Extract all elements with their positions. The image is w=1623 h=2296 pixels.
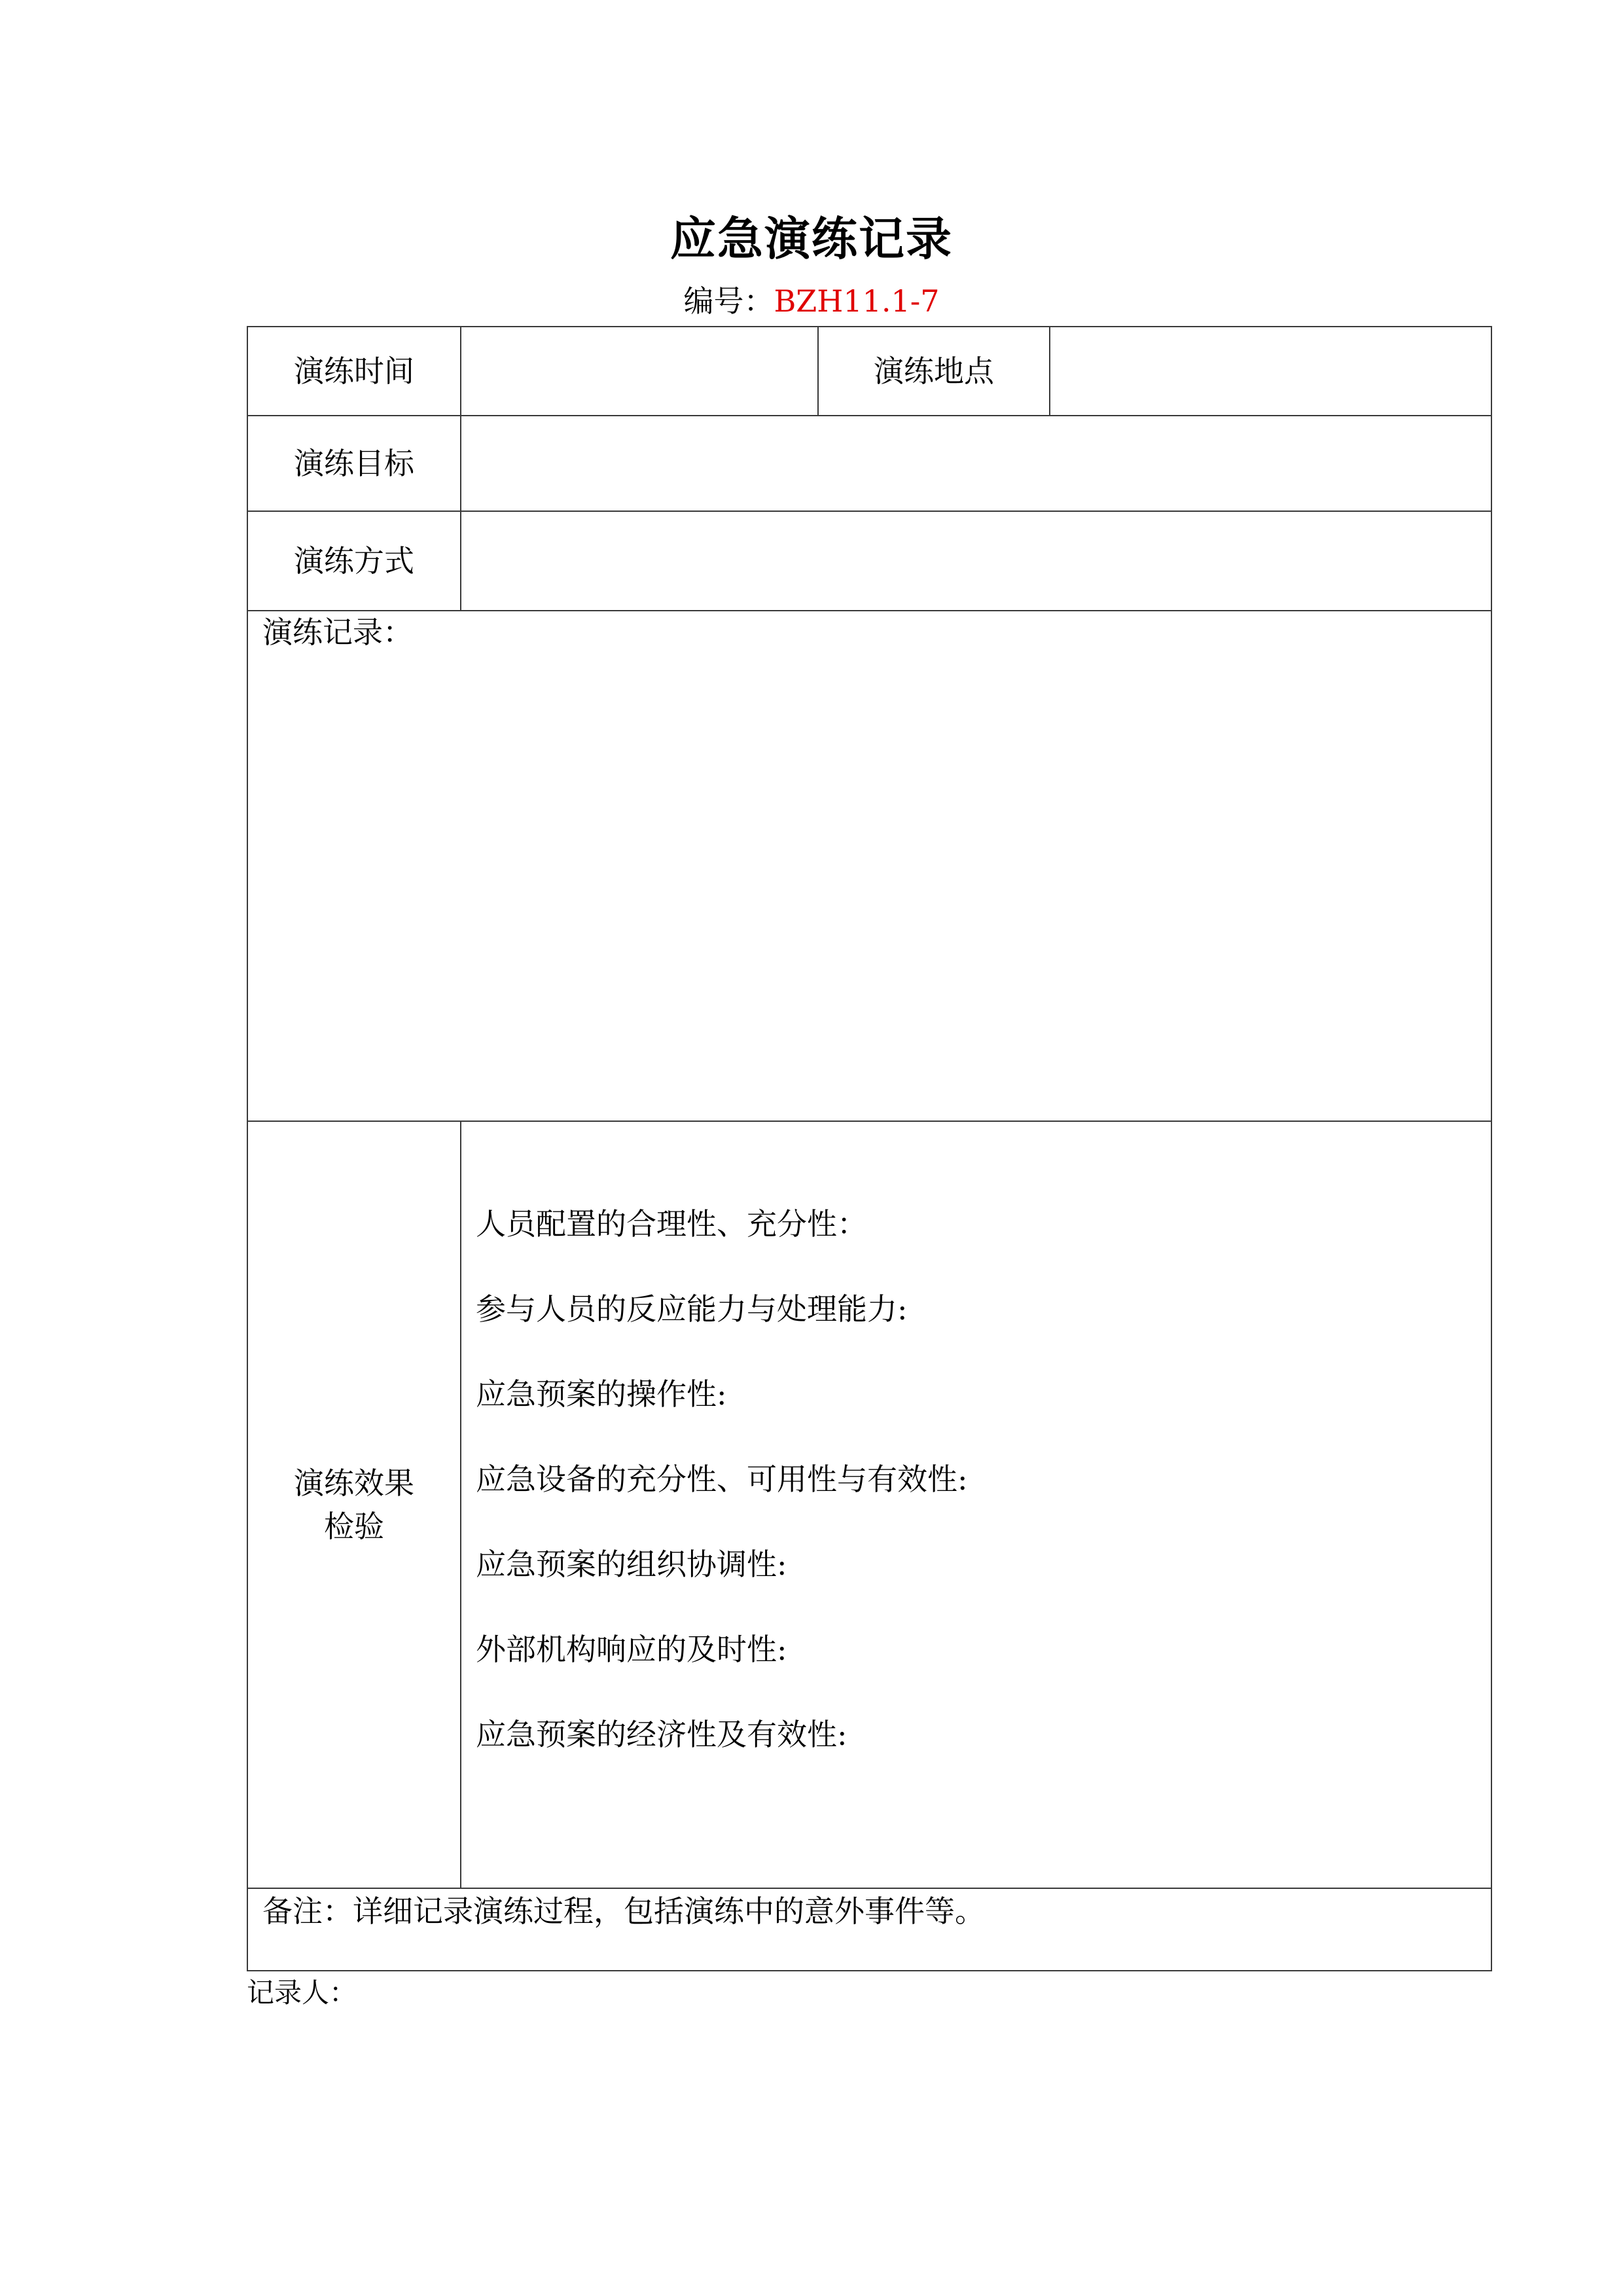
column-divider bbox=[460, 1121, 461, 1888]
drill-time-field[interactable] bbox=[461, 327, 817, 415]
effect-item-equipment: 应急设备的充分性、可用性与有效性: bbox=[476, 1462, 968, 1497]
effect-item-coordination: 应急预案的组织协调性: bbox=[476, 1547, 787, 1582]
effect-item-operability: 应急预案的操作性: bbox=[476, 1376, 727, 1412]
effect-check-items bbox=[476, 1204, 968, 1800]
effect-item-response-ability: 参与人员的反应能力与处理能力: bbox=[476, 1291, 908, 1327]
drill-method-label: 演练方式 bbox=[294, 543, 414, 579]
effect-check-label-line1: 演练效果 bbox=[294, 1465, 414, 1501]
drill-time-label: 演练时间 bbox=[294, 353, 414, 389]
drill-record-table bbox=[247, 326, 1492, 1971]
effect-check-label bbox=[248, 1122, 460, 1888]
drill-location-field[interactable] bbox=[1050, 327, 1491, 415]
effect-check-label-line2: 检验 bbox=[324, 1509, 384, 1544]
drill-goal-field[interactable] bbox=[461, 416, 1491, 511]
document-title: 应急演练记录 bbox=[670, 212, 953, 266]
row-divider bbox=[248, 610, 1491, 611]
drill-method-field[interactable] bbox=[461, 512, 1491, 610]
effect-item-staffing: 人员配置的合理性、充分性： bbox=[476, 1206, 867, 1242]
document-number-value: BZH11.1-7 bbox=[774, 283, 940, 319]
row-divider bbox=[248, 1888, 1491, 1889]
drill-goal-label: 演练目标 bbox=[294, 446, 414, 481]
document-number-label: 编号： bbox=[683, 283, 774, 319]
recorder-label: 记录人： bbox=[247, 1977, 357, 2009]
drill-record-label: 演练记录： bbox=[262, 615, 413, 650]
drill-location-label: 演练地点 bbox=[874, 353, 994, 389]
effect-item-external-response: 外部机构响应的及时性: bbox=[476, 1632, 787, 1667]
document-number bbox=[0, 281, 1623, 321]
remark-text: 备注：详细记录演练过程，包括演练中的意外事件等。 bbox=[262, 1893, 985, 1929]
effect-item-economy: 应急预案的经济性及有效性: bbox=[476, 1717, 847, 1752]
